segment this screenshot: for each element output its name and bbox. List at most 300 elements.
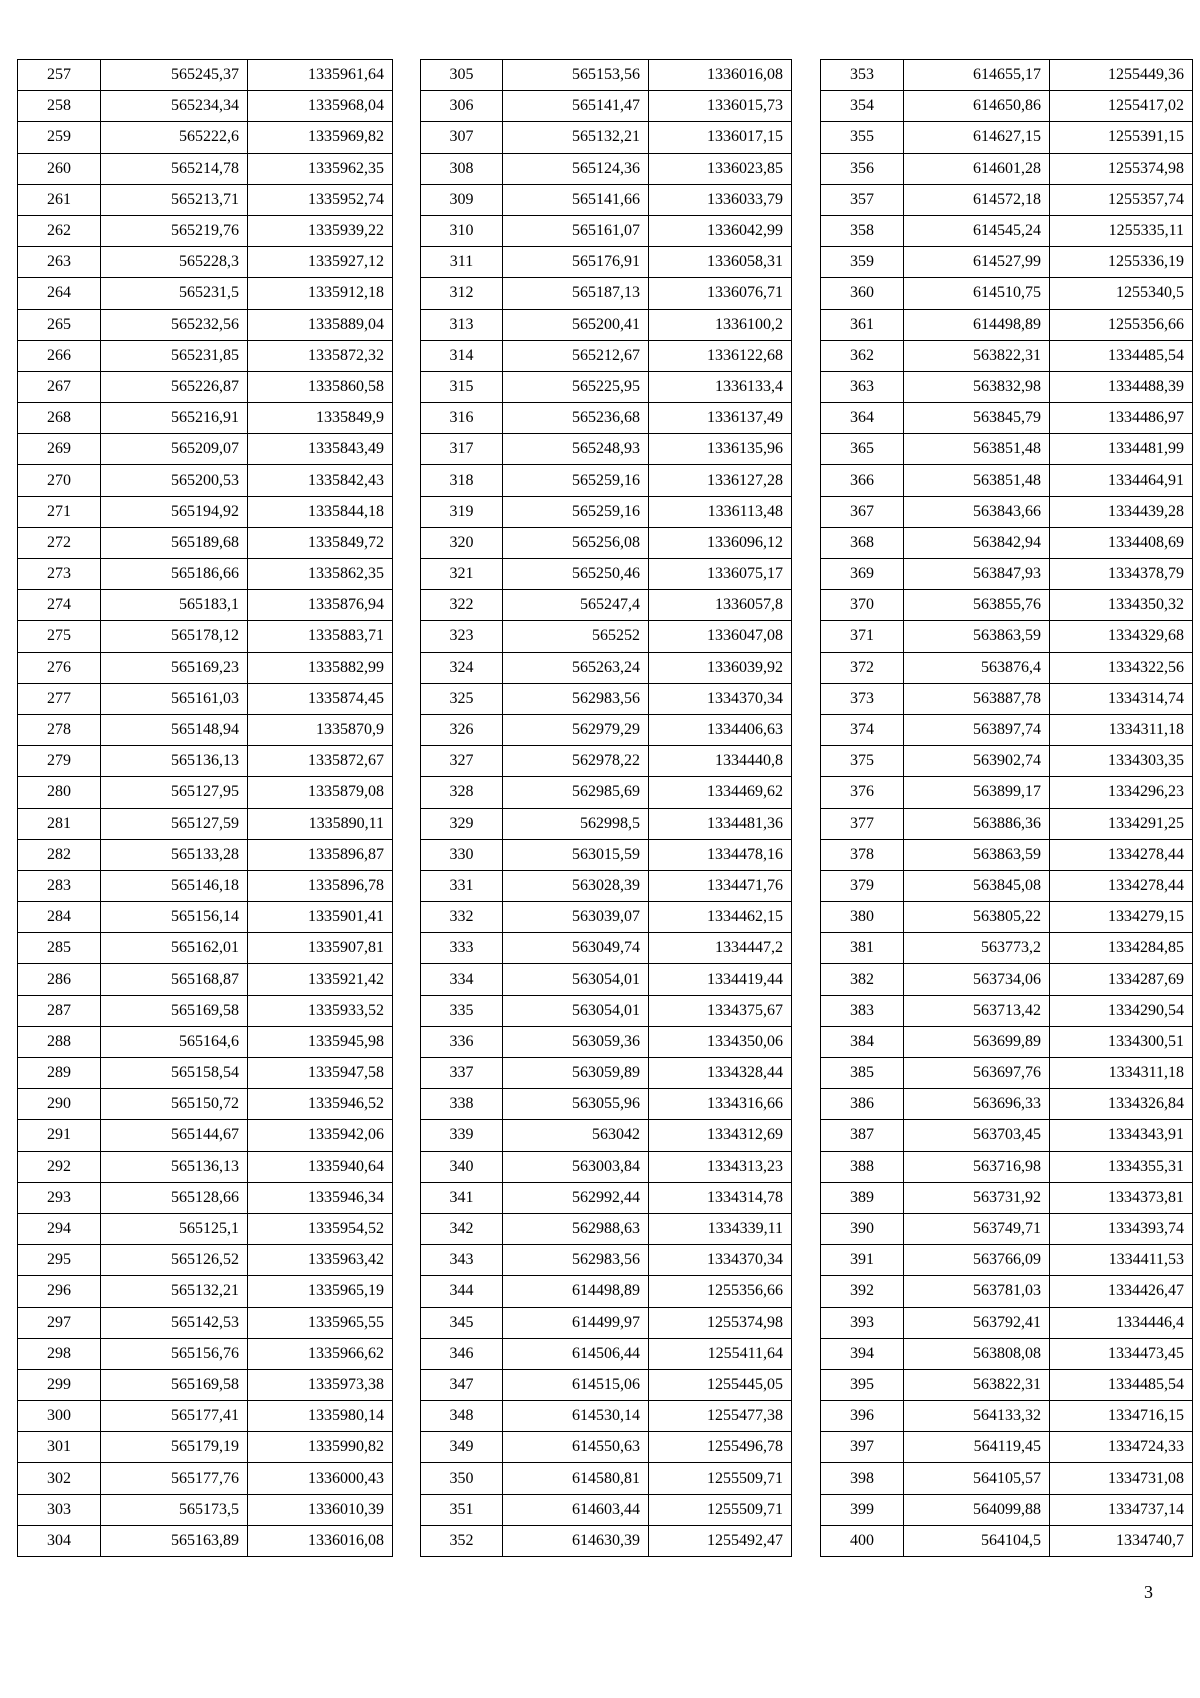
y-coordinate-cell: 1334737,14 <box>1050 1494 1193 1525</box>
y-coordinate-cell: 1336016,08 <box>649 60 792 91</box>
x-coordinate-cell: 565127,59 <box>101 808 248 839</box>
y-coordinate-cell: 1334370,34 <box>649 683 792 714</box>
point-number-cell: 327 <box>421 746 503 777</box>
x-coordinate-cell: 614601,28 <box>904 153 1050 184</box>
table-row <box>18 1089 393 1120</box>
point-number-cell: 303 <box>18 1494 101 1525</box>
point-number-cell: 257 <box>18 60 101 91</box>
x-coordinate-cell: 565225,95 <box>503 371 649 402</box>
y-coordinate-cell: 1334469,62 <box>649 777 792 808</box>
table-row <box>421 652 792 683</box>
table-row <box>18 91 393 122</box>
x-coordinate-cell: 563843,66 <box>904 496 1050 527</box>
x-coordinate-cell: 565168,87 <box>101 964 248 995</box>
x-coordinate-cell: 565214,78 <box>101 153 248 184</box>
table-row <box>421 340 792 371</box>
table-row <box>421 683 792 714</box>
table-row <box>821 1276 1193 1307</box>
table-row <box>821 714 1193 745</box>
y-coordinate-cell: 1335907,81 <box>248 933 393 964</box>
point-number-cell: 357 <box>821 184 904 215</box>
x-coordinate-cell: 563028,39 <box>503 870 649 901</box>
x-coordinate-cell: 563054,01 <box>503 995 649 1026</box>
y-coordinate-cell: 1334350,06 <box>649 1026 792 1057</box>
x-coordinate-cell: 565162,01 <box>101 933 248 964</box>
point-number-cell: 381 <box>821 933 904 964</box>
table-row <box>821 496 1193 527</box>
point-number-cell: 335 <box>421 995 503 1026</box>
y-coordinate-cell: 1335843,49 <box>248 434 393 465</box>
table-row <box>821 1369 1193 1400</box>
table-row <box>421 403 792 434</box>
y-coordinate-cell: 1335973,38 <box>248 1369 393 1400</box>
table-row <box>421 527 792 558</box>
y-coordinate-cell: 1335896,87 <box>248 839 393 870</box>
point-number-cell: 261 <box>18 184 101 215</box>
y-coordinate-cell: 1335876,94 <box>248 590 393 621</box>
x-coordinate-cell: 563845,08 <box>904 870 1050 901</box>
table-row <box>821 1338 1193 1369</box>
y-coordinate-cell: 1335870,9 <box>248 714 393 745</box>
y-coordinate-cell: 1334287,69 <box>1050 964 1193 995</box>
x-coordinate-cell: 565136,13 <box>101 746 248 777</box>
point-number-cell: 385 <box>821 1058 904 1089</box>
point-number-cell: 298 <box>18 1338 101 1369</box>
x-coordinate-cell: 565247,4 <box>503 590 649 621</box>
table-row <box>18 184 393 215</box>
y-coordinate-cell: 1335872,67 <box>248 746 393 777</box>
y-coordinate-cell: 1255411,64 <box>649 1338 792 1369</box>
coordinate-table-3 <box>820 59 1193 1557</box>
y-coordinate-cell: 1334731,08 <box>1050 1463 1193 1494</box>
x-coordinate-cell: 614650,86 <box>904 91 1050 122</box>
point-number-cell: 279 <box>18 746 101 777</box>
point-number-cell: 264 <box>18 278 101 309</box>
table-row <box>821 1432 1193 1463</box>
y-coordinate-cell: 1335874,45 <box>248 683 393 714</box>
y-coordinate-cell: 1334355,31 <box>1050 1151 1193 1182</box>
y-coordinate-cell: 1255335,11 <box>1050 215 1193 246</box>
x-coordinate-cell: 565141,47 <box>503 91 649 122</box>
table-row <box>421 964 792 995</box>
x-coordinate-cell: 565169,58 <box>101 1369 248 1400</box>
y-coordinate-cell: 1335954,52 <box>248 1213 393 1244</box>
y-coordinate-cell: 1255356,66 <box>649 1276 792 1307</box>
x-coordinate-cell: 565213,71 <box>101 184 248 215</box>
point-number-cell: 307 <box>421 122 503 153</box>
y-coordinate-cell: 1255391,15 <box>1050 122 1193 153</box>
x-coordinate-cell: 565161,03 <box>101 683 248 714</box>
y-coordinate-cell: 1334471,76 <box>649 870 792 901</box>
y-coordinate-cell: 1336033,79 <box>649 184 792 215</box>
table-row <box>821 1463 1193 1494</box>
point-number-cell: 329 <box>421 808 503 839</box>
table-row <box>821 1058 1193 1089</box>
y-coordinate-cell: 1334322,56 <box>1050 652 1193 683</box>
table-row <box>821 153 1193 184</box>
point-number-cell: 394 <box>821 1338 904 1369</box>
table-row <box>421 1213 792 1244</box>
point-number-cell: 392 <box>821 1276 904 1307</box>
y-coordinate-cell: 1335965,55 <box>248 1307 393 1338</box>
point-number-cell: 321 <box>421 559 503 590</box>
y-coordinate-cell: 1334291,25 <box>1050 808 1193 839</box>
point-number-cell: 347 <box>421 1369 503 1400</box>
point-number-cell: 283 <box>18 870 101 901</box>
y-coordinate-cell: 1334481,36 <box>649 808 792 839</box>
point-number-cell: 292 <box>18 1151 101 1182</box>
point-number-cell: 314 <box>421 340 503 371</box>
y-coordinate-cell: 1334740,7 <box>1050 1525 1193 1556</box>
point-number-cell: 356 <box>821 153 904 184</box>
point-number-cell: 395 <box>821 1369 904 1400</box>
point-number-cell: 296 <box>18 1276 101 1307</box>
x-coordinate-cell: 565169,58 <box>101 995 248 1026</box>
y-coordinate-cell: 1335952,74 <box>248 184 393 215</box>
table-row <box>18 434 393 465</box>
table-row <box>18 527 393 558</box>
x-coordinate-cell: 563059,89 <box>503 1058 649 1089</box>
y-coordinate-cell: 1334373,81 <box>1050 1182 1193 1213</box>
y-coordinate-cell: 1255492,47 <box>649 1525 792 1556</box>
table-row <box>18 465 393 496</box>
table-row <box>421 247 792 278</box>
point-number-cell: 400 <box>821 1525 904 1556</box>
table-row <box>821 621 1193 652</box>
table-row <box>421 746 792 777</box>
x-coordinate-cell: 565250,46 <box>503 559 649 590</box>
point-number-cell: 372 <box>821 652 904 683</box>
y-coordinate-cell: 1255336,19 <box>1050 247 1193 278</box>
y-coordinate-cell: 1334446,4 <box>1050 1307 1193 1338</box>
x-coordinate-cell: 565231,5 <box>101 278 248 309</box>
table-row <box>821 683 1193 714</box>
point-number-cell: 311 <box>421 247 503 278</box>
table-row <box>421 1245 792 1276</box>
y-coordinate-cell: 1334312,69 <box>649 1120 792 1151</box>
table-row <box>18 964 393 995</box>
table-row <box>18 1432 393 1463</box>
table-row <box>18 215 393 246</box>
y-coordinate-cell: 1335968,04 <box>248 91 393 122</box>
table-row <box>18 60 393 91</box>
x-coordinate-cell: 614572,18 <box>904 184 1050 215</box>
point-number-cell: 302 <box>18 1463 101 1494</box>
point-number-cell: 337 <box>421 1058 503 1089</box>
point-number-cell: 333 <box>421 933 503 964</box>
x-coordinate-cell: 563003,84 <box>503 1151 649 1182</box>
point-number-cell: 317 <box>421 434 503 465</box>
point-number-cell: 318 <box>421 465 503 496</box>
table-row <box>821 1525 1193 1556</box>
table-row <box>821 91 1193 122</box>
point-number-cell: 289 <box>18 1058 101 1089</box>
point-number-cell: 380 <box>821 902 904 933</box>
x-coordinate-cell: 563781,03 <box>904 1276 1050 1307</box>
y-coordinate-cell: 1335947,58 <box>248 1058 393 1089</box>
x-coordinate-cell: 563851,48 <box>904 434 1050 465</box>
x-coordinate-cell: 565132,21 <box>503 122 649 153</box>
point-number-cell: 351 <box>421 1494 503 1525</box>
y-coordinate-cell: 1335961,64 <box>248 60 393 91</box>
x-coordinate-cell: 565189,68 <box>101 527 248 558</box>
x-coordinate-cell: 614498,89 <box>503 1276 649 1307</box>
y-coordinate-cell: 1335844,18 <box>248 496 393 527</box>
table-row <box>421 1494 792 1525</box>
y-coordinate-cell: 1335860,58 <box>248 371 393 402</box>
x-coordinate-cell: 565177,41 <box>101 1401 248 1432</box>
coordinate-table-1 <box>17 59 393 1557</box>
table-row <box>821 1089 1193 1120</box>
x-coordinate-cell: 563696,33 <box>904 1089 1050 1120</box>
point-number-cell: 313 <box>421 309 503 340</box>
y-coordinate-cell: 1255357,74 <box>1050 184 1193 215</box>
table-row <box>421 902 792 933</box>
table-row <box>821 1245 1193 1276</box>
x-coordinate-cell: 563822,31 <box>904 340 1050 371</box>
x-coordinate-cell: 565164,6 <box>101 1026 248 1057</box>
x-coordinate-cell: 563015,59 <box>503 839 649 870</box>
point-number-cell: 278 <box>18 714 101 745</box>
point-number-cell: 293 <box>18 1182 101 1213</box>
point-number-cell: 305 <box>421 60 503 91</box>
x-coordinate-cell: 565212,67 <box>503 340 649 371</box>
y-coordinate-cell: 1336047,08 <box>649 621 792 652</box>
point-number-cell: 338 <box>421 1089 503 1120</box>
y-coordinate-cell: 1334406,63 <box>649 714 792 745</box>
table-row <box>18 1213 393 1244</box>
x-coordinate-cell: 565153,56 <box>503 60 649 91</box>
y-coordinate-cell: 1335939,22 <box>248 215 393 246</box>
coordinate-table-2 <box>420 59 792 1557</box>
y-coordinate-cell: 1334464,91 <box>1050 465 1193 496</box>
table-row <box>18 870 393 901</box>
table-row <box>421 60 792 91</box>
x-coordinate-cell: 563863,59 <box>904 839 1050 870</box>
y-coordinate-cell: 1335842,43 <box>248 465 393 496</box>
point-number-cell: 361 <box>821 309 904 340</box>
point-number-cell: 301 <box>18 1432 101 1463</box>
point-number-cell: 312 <box>421 278 503 309</box>
x-coordinate-cell: 565124,36 <box>503 153 649 184</box>
table-row <box>18 621 393 652</box>
x-coordinate-cell: 562985,69 <box>503 777 649 808</box>
table-row <box>421 278 792 309</box>
x-coordinate-cell: 563059,36 <box>503 1026 649 1057</box>
y-coordinate-cell: 1335849,72 <box>248 527 393 558</box>
x-coordinate-cell: 565187,13 <box>503 278 649 309</box>
y-coordinate-cell: 1336015,73 <box>649 91 792 122</box>
x-coordinate-cell: 565163,89 <box>101 1525 248 1556</box>
x-coordinate-cell: 563699,89 <box>904 1026 1050 1057</box>
point-number-cell: 364 <box>821 403 904 434</box>
y-coordinate-cell: 1334716,15 <box>1050 1401 1193 1432</box>
point-number-cell: 304 <box>18 1525 101 1556</box>
x-coordinate-cell: 565161,07 <box>503 215 649 246</box>
table-row <box>421 91 792 122</box>
table-row <box>18 340 393 371</box>
x-coordinate-cell: 565144,67 <box>101 1120 248 1151</box>
y-coordinate-cell: 1334478,16 <box>649 839 792 870</box>
point-number-cell: 344 <box>421 1276 503 1307</box>
table-row <box>821 1213 1193 1244</box>
x-coordinate-cell: 565200,53 <box>101 465 248 496</box>
point-number-cell: 358 <box>821 215 904 246</box>
point-number-cell: 299 <box>18 1369 101 1400</box>
y-coordinate-cell: 1334303,35 <box>1050 746 1193 777</box>
point-number-cell: 339 <box>421 1120 503 1151</box>
point-number-cell: 366 <box>821 465 904 496</box>
point-number-cell: 287 <box>18 995 101 1026</box>
y-coordinate-cell: 1255496,78 <box>649 1432 792 1463</box>
table-row <box>821 340 1193 371</box>
y-coordinate-cell: 1336127,28 <box>649 465 792 496</box>
point-number-cell: 315 <box>421 371 503 402</box>
y-coordinate-cell: 1336039,92 <box>649 652 792 683</box>
point-number-cell: 341 <box>421 1182 503 1213</box>
table-row <box>421 1089 792 1120</box>
point-number-cell: 397 <box>821 1432 904 1463</box>
point-number-cell: 367 <box>821 496 904 527</box>
x-coordinate-cell: 562978,22 <box>503 746 649 777</box>
y-coordinate-cell: 1336122,68 <box>649 340 792 371</box>
x-coordinate-cell: 565226,87 <box>101 371 248 402</box>
point-number-cell: 295 <box>18 1245 101 1276</box>
point-number-cell: 376 <box>821 777 904 808</box>
x-coordinate-cell: 563845,79 <box>904 403 1050 434</box>
point-number-cell: 378 <box>821 839 904 870</box>
x-coordinate-cell: 614655,17 <box>904 60 1050 91</box>
table-row <box>821 1026 1193 1057</box>
x-coordinate-cell: 565179,19 <box>101 1432 248 1463</box>
x-coordinate-cell: 565128,66 <box>101 1182 248 1213</box>
point-number-cell: 377 <box>821 808 904 839</box>
table-row <box>421 465 792 496</box>
point-number-cell: 324 <box>421 652 503 683</box>
point-number-cell: 350 <box>421 1463 503 1494</box>
x-coordinate-cell: 565248,93 <box>503 434 649 465</box>
y-coordinate-cell: 1255374,98 <box>1050 153 1193 184</box>
x-coordinate-cell: 565232,56 <box>101 309 248 340</box>
point-number-cell: 365 <box>821 434 904 465</box>
point-number-cell: 288 <box>18 1026 101 1057</box>
x-coordinate-cell: 563863,59 <box>904 621 1050 652</box>
x-coordinate-cell: 565177,76 <box>101 1463 248 1494</box>
table-row <box>821 590 1193 621</box>
point-number-cell: 391 <box>821 1245 904 1276</box>
table-row <box>821 309 1193 340</box>
y-coordinate-cell: 1335883,71 <box>248 621 393 652</box>
table-row <box>821 122 1193 153</box>
x-coordinate-cell: 562998,5 <box>503 808 649 839</box>
table-row <box>421 1120 792 1151</box>
y-coordinate-cell: 1335946,52 <box>248 1089 393 1120</box>
table-row <box>18 1525 393 1556</box>
y-coordinate-cell: 1336017,15 <box>649 122 792 153</box>
table-row <box>18 496 393 527</box>
x-coordinate-cell: 565127,95 <box>101 777 248 808</box>
x-coordinate-cell: 614550,63 <box>503 1432 649 1463</box>
x-coordinate-cell: 564104,5 <box>904 1525 1050 1556</box>
x-coordinate-cell: 563042 <box>503 1120 649 1151</box>
x-coordinate-cell: 563734,06 <box>904 964 1050 995</box>
x-coordinate-cell: 565178,12 <box>101 621 248 652</box>
x-coordinate-cell: 563039,07 <box>503 902 649 933</box>
y-coordinate-cell: 1334486,97 <box>1050 403 1193 434</box>
table-row <box>421 434 792 465</box>
table-row <box>18 1307 393 1338</box>
table-row <box>18 590 393 621</box>
y-coordinate-cell: 1335921,42 <box>248 964 393 995</box>
point-number-cell: 267 <box>18 371 101 402</box>
table-row <box>18 122 393 153</box>
point-number-cell: 270 <box>18 465 101 496</box>
point-number-cell: 383 <box>821 995 904 1026</box>
point-number-cell: 373 <box>821 683 904 714</box>
y-coordinate-cell: 1336137,49 <box>649 403 792 434</box>
y-coordinate-cell: 1334343,91 <box>1050 1120 1193 1151</box>
point-number-cell: 332 <box>421 902 503 933</box>
x-coordinate-cell: 565173,5 <box>101 1494 248 1525</box>
x-coordinate-cell: 614627,15 <box>904 122 1050 153</box>
x-coordinate-cell: 563749,71 <box>904 1213 1050 1244</box>
table-row <box>421 714 792 745</box>
y-coordinate-cell: 1335879,08 <box>248 777 393 808</box>
x-coordinate-cell: 563766,09 <box>904 1245 1050 1276</box>
point-number-cell: 308 <box>421 153 503 184</box>
x-coordinate-cell: 565231,85 <box>101 340 248 371</box>
table-row <box>421 122 792 153</box>
point-number-cell: 316 <box>421 403 503 434</box>
y-coordinate-cell: 1255356,66 <box>1050 309 1193 340</box>
table-row <box>18 1058 393 1089</box>
point-number-cell: 274 <box>18 590 101 621</box>
table-row <box>18 1182 393 1213</box>
point-number-cell: 345 <box>421 1307 503 1338</box>
y-coordinate-cell: 1335882,99 <box>248 652 393 683</box>
y-coordinate-cell: 1334481,99 <box>1050 434 1193 465</box>
x-coordinate-cell: 565209,07 <box>101 434 248 465</box>
x-coordinate-cell: 563049,74 <box>503 933 649 964</box>
y-coordinate-cell: 1334311,18 <box>1050 1058 1193 1089</box>
y-coordinate-cell: 1334370,34 <box>649 1245 792 1276</box>
y-coordinate-cell: 1335942,06 <box>248 1120 393 1151</box>
y-coordinate-cell: 1334314,74 <box>1050 683 1193 714</box>
table-row <box>821 933 1193 964</box>
x-coordinate-cell: 564105,57 <box>904 1463 1050 1494</box>
table-row <box>18 902 393 933</box>
point-number-cell: 375 <box>821 746 904 777</box>
x-coordinate-cell: 565263,24 <box>503 652 649 683</box>
table-row <box>18 309 393 340</box>
x-coordinate-cell: 563713,42 <box>904 995 1050 1026</box>
table-row <box>18 1120 393 1151</box>
table-row <box>18 1276 393 1307</box>
table-row <box>821 559 1193 590</box>
point-number-cell: 348 <box>421 1401 503 1432</box>
point-number-cell: 387 <box>821 1120 904 1151</box>
x-coordinate-cell: 565146,18 <box>101 870 248 901</box>
point-number-cell: 368 <box>821 527 904 558</box>
x-coordinate-cell: 565148,94 <box>101 714 248 745</box>
y-coordinate-cell: 1335980,14 <box>248 1401 393 1432</box>
x-coordinate-cell: 565169,23 <box>101 652 248 683</box>
point-number-cell: 277 <box>18 683 101 714</box>
x-coordinate-cell: 564099,88 <box>904 1494 1050 1525</box>
table-row <box>821 964 1193 995</box>
table-row <box>421 590 792 621</box>
table-row <box>421 153 792 184</box>
